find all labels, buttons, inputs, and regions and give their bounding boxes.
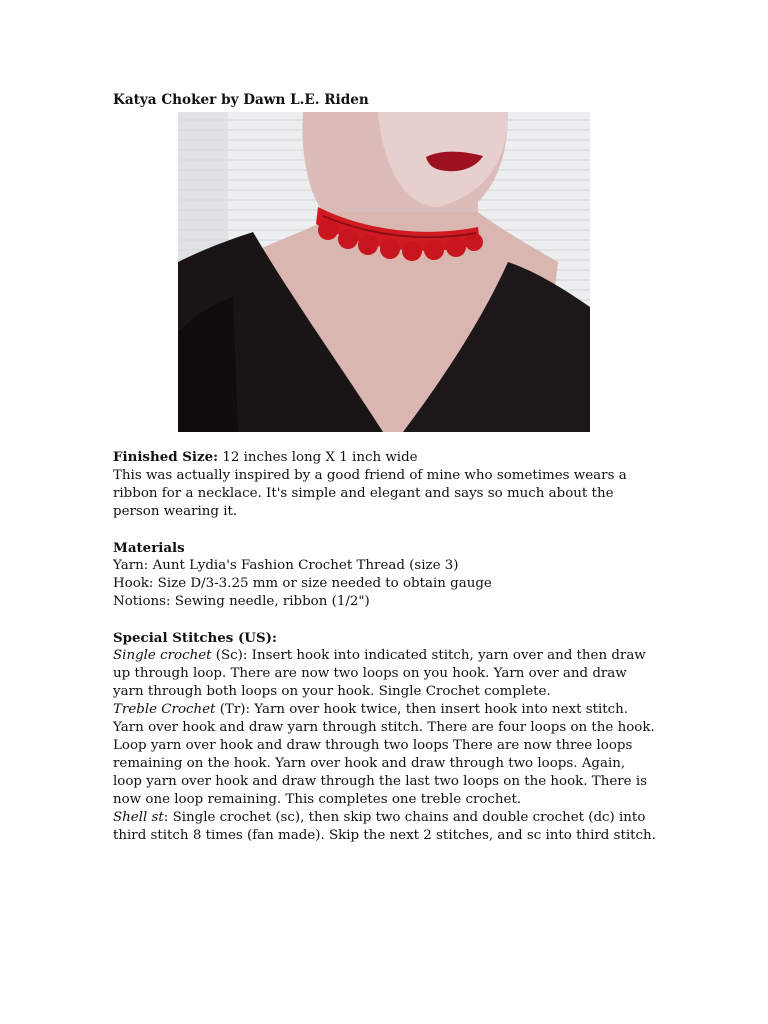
shell-st-paragraph [113, 809, 658, 845]
materials-heading: Materials [113, 540, 185, 556]
page-title: Katya Choker by Dawn L.E. Riden [113, 92, 369, 108]
shell-st-name: Shell st [113, 810, 164, 825]
single-crochet-name: Single crochet [113, 648, 212, 663]
finished-size-line [113, 448, 658, 467]
treble-crochet-text: (Tr): Yarn over hook twice, then insert hook into next stitch. Yarn over hook and draw yarn through stitch. There are four loops on the hook. Loop yarn over hook and draw through two loops There are now three loops remaining on the hook. Yarn over hook and draw through two loops. Again, loop yarn over hook and draw through the last two loops on the hook. There is now one loop remaining. This completes one treble crochet. [113, 702, 655, 807]
finished-size-description: This was actually inspired by a good friend of mine who sometimes wears a ribbon for a necklace. It's simple and elegant and says so much about the person wearing it. [113, 468, 627, 519]
document-page [113, 90, 658, 845]
special-stitches-heading: Special Stitches (US): [113, 630, 277, 646]
choker-photo [178, 112, 590, 432]
finished-size-label: Finished Size: [113, 449, 219, 465]
materials-hook: Hook: Size D/3-3.25 mm or size needed to obtain gauge [113, 576, 492, 591]
treble-crochet-name: Treble Crochet [113, 702, 216, 717]
choker-photo-illustration [178, 112, 590, 432]
treble-crochet-paragraph [113, 701, 658, 809]
shell-st-text: : Single crochet (sc), then skip two chains and double crochet (dc) into third stitch 8 times (fan made). Skip the next 2 stitches, and sc into third stitch. [113, 810, 656, 843]
finished-size-value: 12 inches long X 1 inch wide [218, 450, 418, 465]
materials-notions: Notions: Sewing needle, ribbon (1/2") [113, 594, 370, 609]
materials-yarn: Yarn: Aunt Lydia's Fashion Crochet Thread (size 3) [113, 558, 459, 573]
single-crochet-paragraph [113, 647, 658, 701]
single-crochet-text: (Sc): Insert hook into indicated stitch, yarn over and then draw up through loop. There are now two loops on you hook. Yarn over and draw yarn through both loops on your hook. Single Crochet complete. [113, 648, 646, 699]
